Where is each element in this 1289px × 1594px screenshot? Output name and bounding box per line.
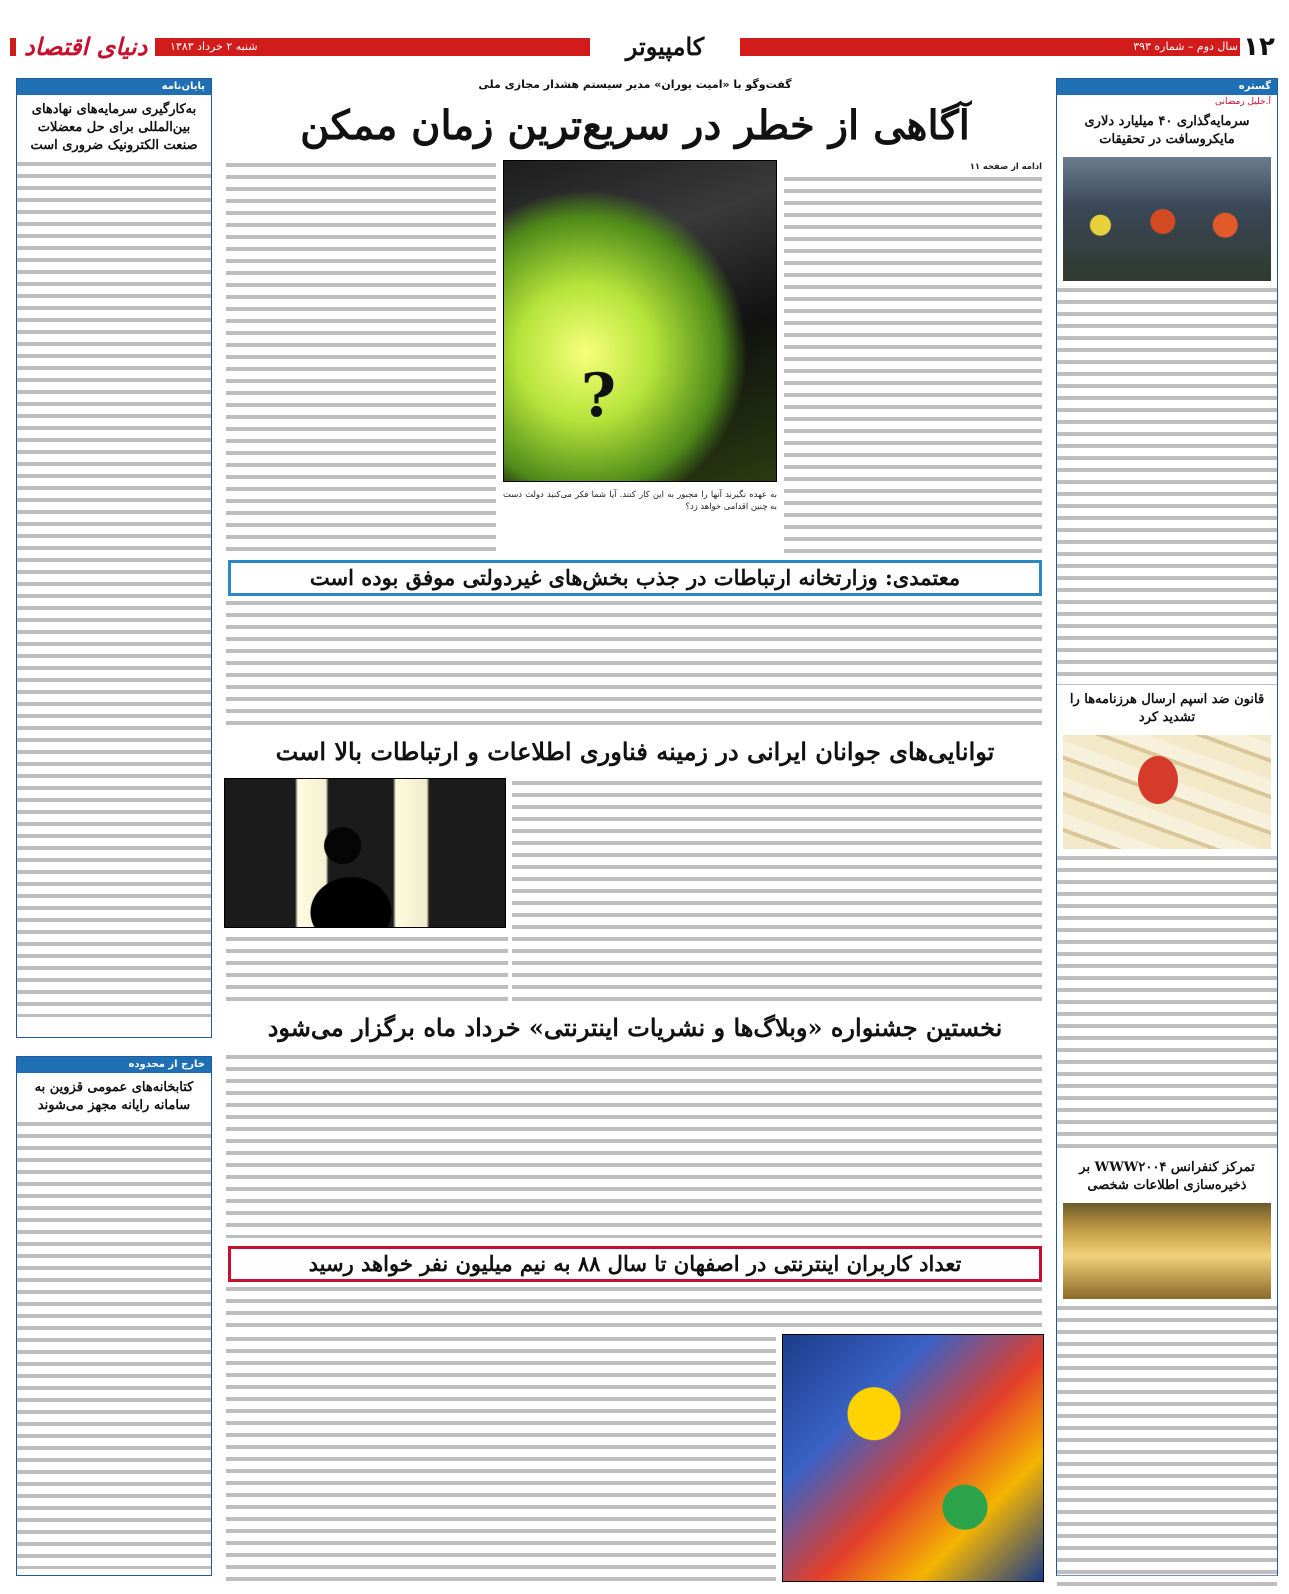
lead-body-3 — [226, 160, 496, 552]
lead-col-right — [784, 160, 1042, 564]
computer-user-photo — [224, 778, 506, 928]
story2-headline: توانایی‌های جوانان ایرانی در زمینه فناوری اطلاعات و ارتباطات بالا است — [275, 737, 995, 766]
right-column-headline: سرمایه‌گذاری ۴۰ میلیارد دلاری مایکروسافت در تحقیقات — [1084, 114, 1250, 147]
newspaper-logo: دنیای اقتصاد — [16, 28, 155, 66]
right-column-tag: گستره — [1057, 79, 1277, 95]
left-column-headline: به‌کارگیری سرمایه‌های نهادهای بین‌المللی برای حل معضلات صنعت الکترونیک ضروری است — [30, 102, 198, 153]
issue-number: سال دوم – شماره ۳۹۳ — [1133, 40, 1238, 53]
left-column — [16, 78, 212, 1038]
keyboard-key-photo — [503, 160, 777, 482]
continued-note: ادامه از صفحه ۱۱ — [969, 161, 1042, 171]
www2004-body — [1057, 1303, 1277, 1594]
question-mark-icon: ? — [580, 361, 616, 431]
left-column-tag: پایان‌نامه — [17, 79, 211, 95]
story2-body-2 — [226, 934, 508, 1006]
right-column — [1056, 78, 1278, 1576]
spam-law-headline: قانون ضد اسپم ارسال هرزنامه‌ها را تشدید کرد — [1069, 692, 1265, 725]
lead-headline: آگاهی از خطر در سریع‌ترین زمان ممکن — [300, 102, 970, 149]
lead-body-1 — [784, 174, 1042, 564]
story3-headline: نخستین جشنواره «وبلاگ‌ها و نشریات اینترنتی» خرداد ماه برگزار می‌شود — [267, 1013, 1003, 1042]
page-number: ۱۲ — [1240, 28, 1278, 66]
spam-illustration — [1063, 735, 1271, 849]
internet-users-illustration — [782, 1334, 1044, 1582]
story1-body — [226, 598, 1042, 730]
left-column-body — [17, 159, 211, 1017]
left-lower-headline: کتابخانه‌های عمومی قزوین به سامانه رایانه مجهز می‌شوند — [34, 1080, 194, 1113]
story4-body — [226, 1334, 776, 1582]
issue-date: شنبه ۲ خرداد ۱۳۸۳ — [170, 40, 258, 53]
left-lower-tag: خارج از محدوده — [17, 1057, 211, 1073]
story3-body — [226, 1052, 1042, 1238]
lead-body-2: به عهده نگیرند آنها را مجبور به این کار کنند. آیا شما فکر می‌کنید دولت دست به چنین اقدامی خواهد زد؟ — [503, 489, 777, 511]
story4-body-top — [226, 1284, 1042, 1328]
right-column-body — [1057, 285, 1277, 685]
left-column-lower — [16, 1056, 212, 1576]
lead-col-left — [226, 160, 496, 552]
conference-photo — [1063, 1203, 1271, 1299]
spam-law-body — [1057, 853, 1277, 1153]
story4-headline: تعداد کاربران اینترنتی در اصفهان تا سال ۸۸ به نیم میلیون نفر خواهد رسید — [228, 1246, 1042, 1282]
section-title: کامپیوتر — [590, 28, 740, 66]
microsoft-crowd-photo — [1063, 157, 1271, 281]
page-header — [10, 28, 1278, 66]
lead-kicker: گفت‌وگو با «امیت یوران» مدیر سیستم هشدار مجازی ملی — [478, 78, 792, 91]
left-lower-body — [17, 1119, 211, 1569]
story1-headline: معتمدی: وزارتخانه ارتباطات در جذب بخش‌های غیردولتی موفق بوده است — [228, 560, 1042, 596]
www2004-headline: تمرکز کنفرانس WWW۲۰۰۴ بر ذخیره‌سازی اطلاعات شخصی — [1079, 1160, 1255, 1193]
story2-body-1 — [512, 778, 1042, 1006]
right-column-author: آ.خلیل رمضانی — [1214, 97, 1271, 107]
